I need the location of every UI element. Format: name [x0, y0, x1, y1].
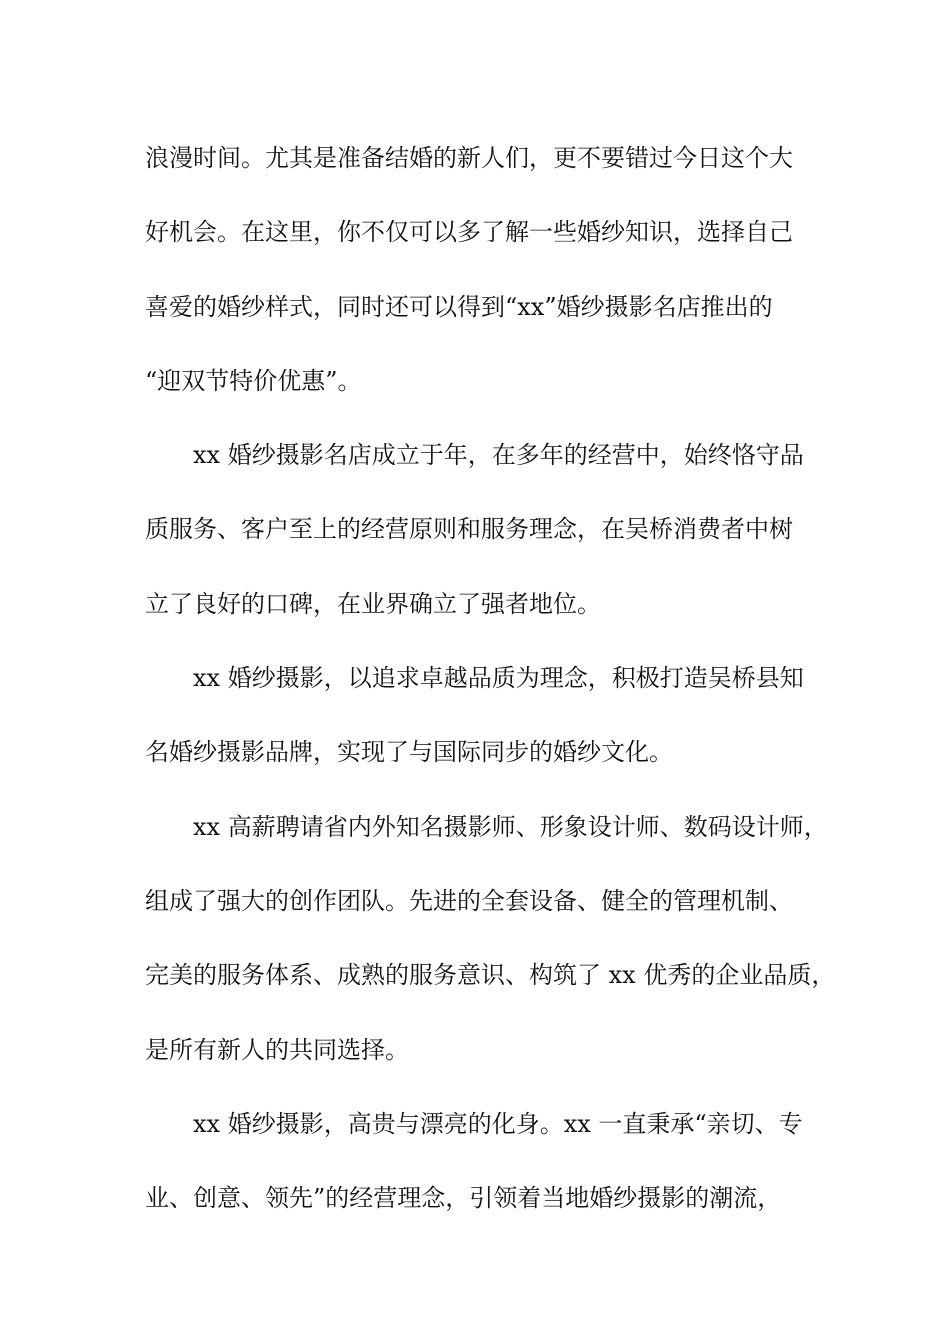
- text-line: “迎双节特价优惠”。: [145, 366, 362, 395]
- text-line: 喜爱的婚纱样式，同时还可以得到“xx”婚纱摄影名店推出的: [145, 292, 773, 321]
- paragraph-2: [145, 418, 810, 641]
- text-line: 业、创意、领先”的经营理念，引领着当地婚纱摄影的潮流，: [145, 1184, 782, 1213]
- paragraph-5: [145, 1087, 810, 1236]
- text-line: 完美的服务体系、成熟的服务意识、构筑了 xx 优秀的企业品质，: [145, 961, 836, 990]
- text-line: 是所有新人的共同选择。: [145, 1035, 409, 1064]
- text-line: 好机会。在这里，你不仅可以多了解一些婚纱知识，选择自己: [145, 218, 793, 247]
- text-line: xx 婚纱摄影，以追求卓越品质为理念，积极打造吴桥县知: [193, 664, 804, 693]
- text-line: xx 婚纱摄影名店成立于年，在多年的经营中，始终恪守品: [193, 441, 804, 470]
- text-line: xx 婚纱摄影，高贵与漂亮的化身。xx 一直秉承“亲切、专: [193, 1109, 803, 1138]
- text-line: 组成了强大的创作团队。先进的全套设备、健全的管理机制、: [145, 886, 793, 915]
- paragraph-3: [145, 641, 810, 790]
- paragraph-1: [145, 121, 810, 418]
- text-line: 浪漫时间。尤其是准备结婚的新人们，更不要错过今日这个大: [145, 144, 793, 172]
- text-line: 质服务、客户至上的经营原则和服务理念，在吴桥消费者中树: [145, 515, 793, 544]
- document-body: [145, 121, 836, 1235]
- text-line: 名婚纱摄影品牌，实现了与国际同步的婚纱文化。: [145, 738, 673, 767]
- text-line: xx 高薪聘请省内外知名摄影师、形象设计师、数码设计师，: [193, 812, 828, 841]
- paragraph-4: [145, 790, 836, 1087]
- text-line: 立了良好的口碑，在业界确立了强者地位。: [145, 589, 601, 618]
